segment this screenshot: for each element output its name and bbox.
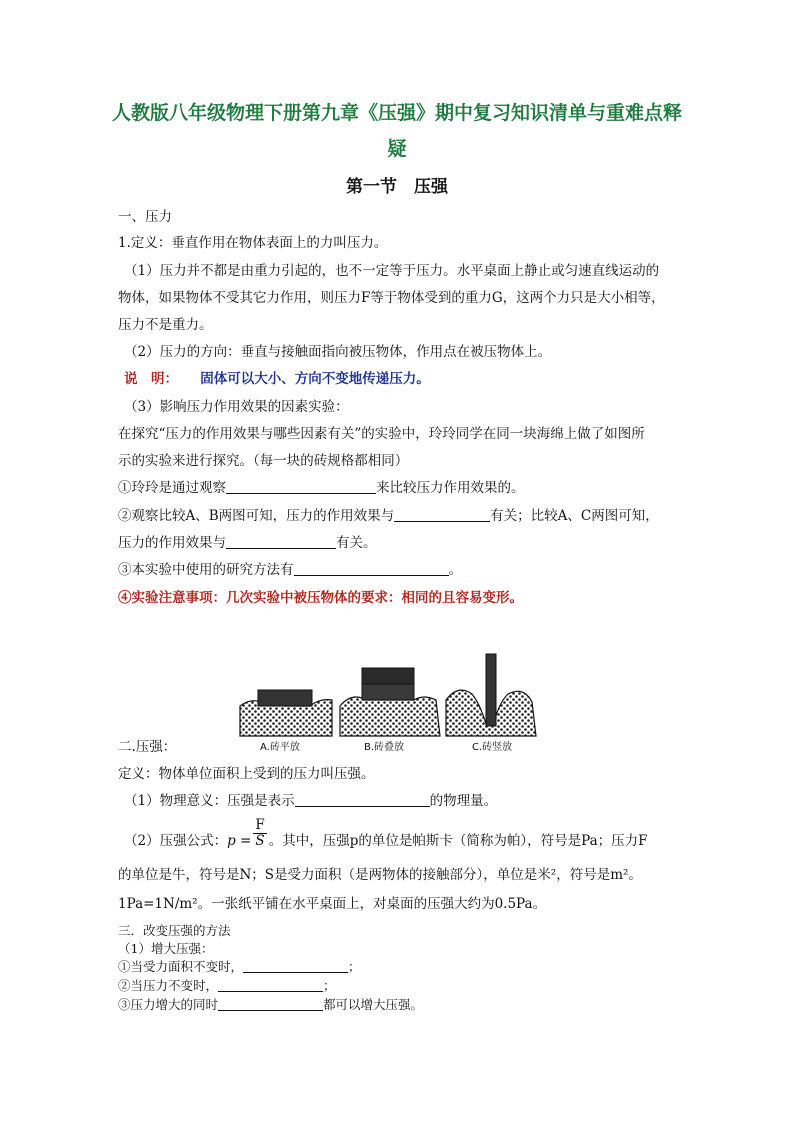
- experiment-line-a: 在探究“压力的作用效果与哪些因素有关”的实验中，玲玲同学在同一块海绵上做了如图所: [118, 426, 645, 442]
- increase-method-1-end: ；: [348, 959, 361, 974]
- formula-label: （2）压强公式：: [124, 833, 228, 849]
- question-2: [118, 507, 659, 525]
- physical-meaning-text-a: （1）物理意义：压强是表示: [124, 793, 295, 809]
- note-text: 固体可以大小、方向不变地传递压力。: [200, 371, 430, 387]
- question-3-text-a: ③本实验中使用的研究方法有: [118, 562, 294, 578]
- formula-symbol-p: p =: [227, 833, 252, 849]
- heading-pressure: 二.压强：: [118, 739, 177, 755]
- question-1-text-a: ①玲玲是通过观察: [118, 480, 226, 496]
- increase-pressure-heading: （1）增大压强：: [118, 941, 214, 956]
- increase-method-2: [118, 977, 336, 995]
- heading-change-pressure: 三．改变压强的方法: [118, 923, 231, 938]
- question-1: [118, 479, 525, 497]
- question-2-continued: [118, 534, 377, 552]
- document-title-line2: 疑: [387, 138, 407, 160]
- definition-pressure: 定义：物体单位面积上受到的压力叫压强。: [118, 766, 375, 782]
- figure-caption-a: A.砖平放: [260, 742, 300, 753]
- pressure-units-line: 的单位是牛，符号是N；S是受力面积（是两物体的接触部分），单位是米²，符号是m²。: [118, 867, 642, 883]
- question-3: [118, 561, 462, 579]
- formula-denominator: S: [255, 833, 265, 849]
- section-title: 第一节 压强: [346, 177, 448, 197]
- answer-blank-6[interactable]: [243, 959, 348, 973]
- question-2-text-a: ②观察比较A、B两图可知，压力的作用效果与: [118, 508, 395, 524]
- increase-method-2-text: ②当压力不变时，: [118, 978, 219, 993]
- answer-blank-3[interactable]: [226, 535, 336, 549]
- question-2-text-b: 有关；比较A、C两图可知，: [490, 508, 659, 524]
- question-1-text-b: 来比较压力作用效果的。: [376, 480, 525, 496]
- question-2-text-d: 有关。: [336, 535, 377, 551]
- answer-blank-2[interactable]: [394, 508, 490, 522]
- question-3-text-b: 。: [448, 562, 462, 578]
- figure-b-stacked-bricks: [340, 668, 440, 736]
- paragraph-1-line-a: （1）压力并不都是由重力引起的，也不一定等于压力。水平桌面上静止或匀速直线运动的: [124, 263, 660, 279]
- experiment-line-b: 示的实验来进行探究。（每一块的砖规格都相同）: [118, 453, 409, 469]
- paragraph-3: （3）影响压力作用效果的因素实验：: [124, 399, 349, 415]
- answer-blank-5[interactable]: [295, 793, 430, 807]
- answer-blank-7[interactable]: [218, 978, 323, 992]
- question-4-note: ④实验注意事项：几次实验中被压物体的要求：相同的且容易变形。: [118, 590, 523, 606]
- experiment-figure: [236, 650, 556, 764]
- physical-meaning: [124, 792, 497, 810]
- question-2-text-c: 压力的作用效果与: [118, 535, 226, 551]
- paragraph-1-line-c: 压力不是重力。: [118, 317, 213, 333]
- heading-pressure-force: 一、压力: [118, 209, 172, 225]
- answer-blank-8[interactable]: [218, 997, 323, 1011]
- formula-explanation: 。其中，压强p的单位是帕斯卡（简称为帕），符号是Pa；压力F: [268, 833, 648, 849]
- physical-meaning-text-b: 的物理量。: [429, 793, 498, 809]
- figure-a-flat-brick: [240, 690, 332, 736]
- pascal-example-line: 1Pa=1N/m²。一张纸平铺在水平桌面上，对桌面的压强大约为0.5Pa。: [118, 896, 547, 912]
- increase-method-1-text: ①当受力面积不变时，: [118, 959, 244, 974]
- figure-caption-c: C.砖竖放: [472, 742, 513, 753]
- document-title-line1: 人教版八年级物理下册第九章《压强》期中复习知识清单与重难点释: [111, 102, 682, 124]
- answer-blank-1[interactable]: [226, 480, 376, 494]
- increase-method-3-end: 都可以增大压强。: [323, 997, 424, 1012]
- formula-numerator: F: [255, 817, 265, 833]
- increase-method-3: [118, 996, 423, 1014]
- note-label: 说 明：: [124, 371, 178, 387]
- definition-pressure-force: 1.定义：垂直作用在物体表面上的力叫压力。: [118, 235, 388, 251]
- figure-c-upright-brick: [446, 654, 536, 736]
- paragraph-2: （2）压力的方向：垂直与接触面指向被压物体，作用点在被压物体上。: [124, 344, 552, 360]
- increase-method-2-end: ；: [323, 978, 336, 993]
- paragraph-1-line-b: 物体，如果物体不受其它力作用，则压力F等于物体受到的重力G，这两个力只是大小相等，: [118, 290, 665, 306]
- formula-fraction: [253, 818, 266, 849]
- pressure-formula-line: [124, 817, 648, 857]
- note-line: [124, 370, 430, 388]
- increase-method-3-text: ③压力增大的同时: [118, 997, 219, 1012]
- figure-caption-b: B.砖叠放: [364, 742, 405, 753]
- answer-blank-4[interactable]: [294, 562, 449, 576]
- increase-method-1: [118, 958, 361, 976]
